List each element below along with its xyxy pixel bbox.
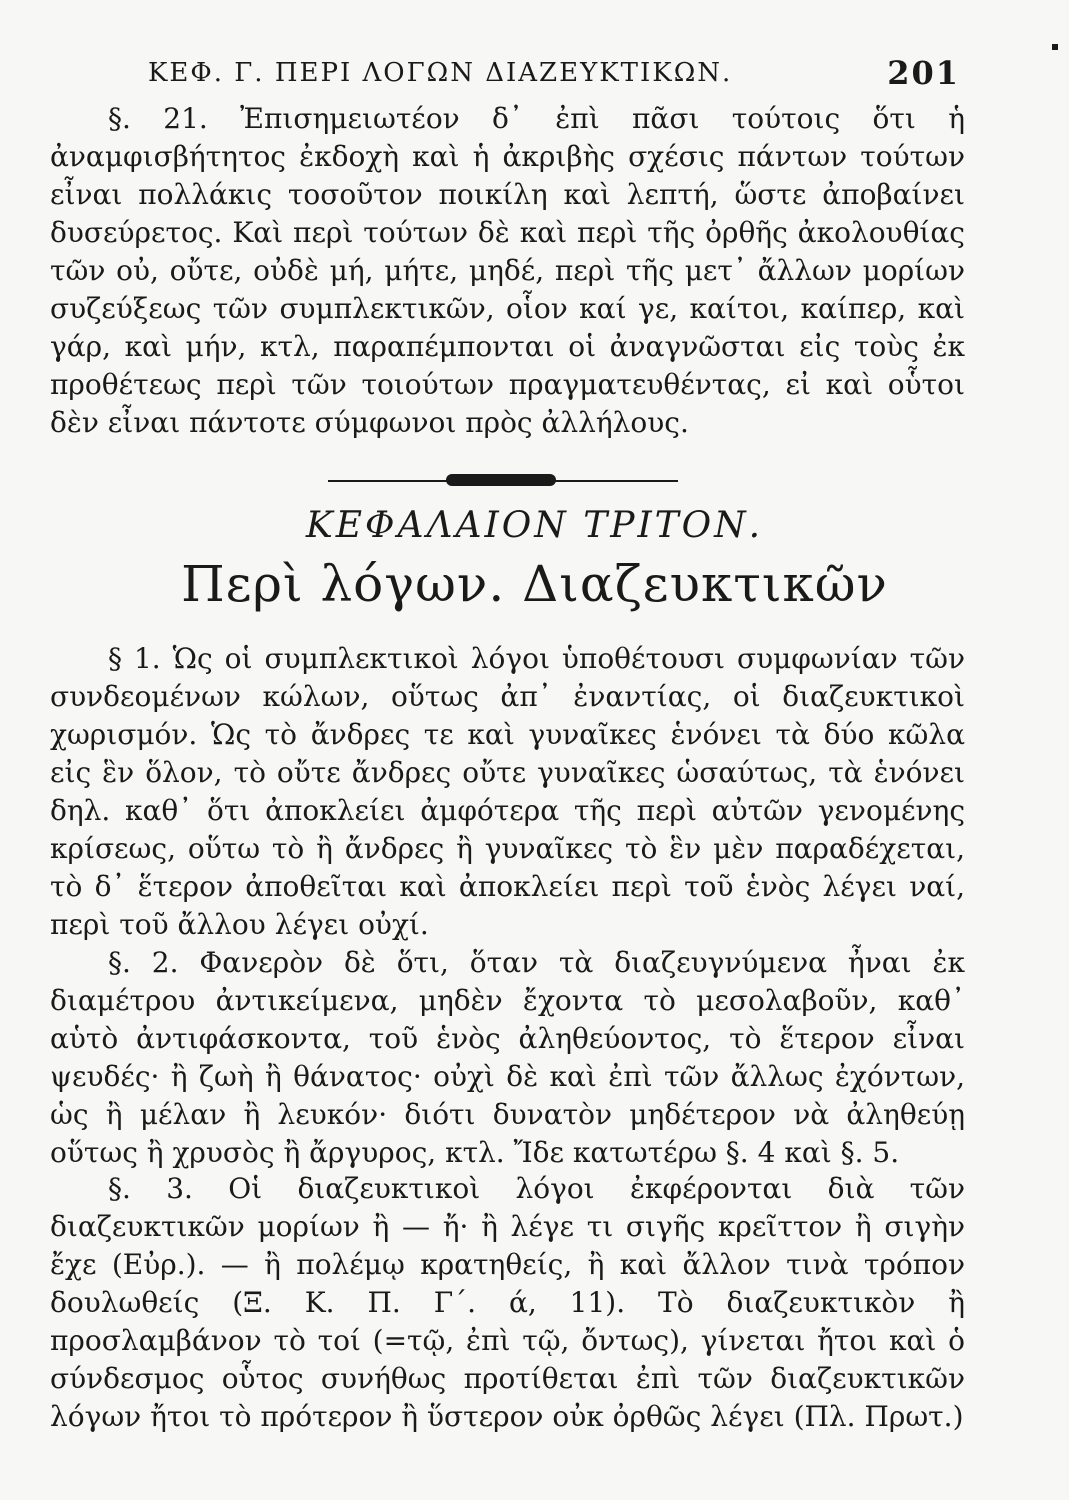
running-head-title: ΚΕΦ. Γ. ΠΕΡΙ ΛΟΓΩΝ ΔΙΑΖΕΥΚΤΙΚΩΝ. — [148, 58, 733, 88]
print-speck — [1052, 44, 1058, 50]
chapter-label: ΚΕΦΑΛΑΙΟΝ ΤΡΙΤΟΝ. — [305, 505, 764, 546]
rule-ornament — [446, 474, 556, 486]
section-3-text: §. 3. Οἱ διαζευκτικοὶ λόγοι ἐκφέρονται διὰ τῶν διαζευκτικῶν μορίων ἢ — ἤ· ἢ λέγε τι σιγῆς κρεῖττον ἢ σιγὴν ἔχε (Εὐρ.). — ἢ πολέμῳ κρατηθείς, ἢ καὶ ἄλλον τινὰ τρόπον δουλωθείς (Ξ. Κ. Π. Γ΄. ά, 11). Τὸ διαζευκτικὸν ἢ προσλαμβάνον τὸ τοί (=τῷ, ἐπὶ τῷ, ὄντως), γίνεται ἤτοι καὶ ὁ σύνδεσμος οὗτος συνήθως προτίθεται ἐπὶ τῶν διαζευκτικῶν λόγων ἤτοι τὸ πρότερον ἢ ὕστερον οὐκ ὀρθῶς λέγει (Πλ. Πρωτ.) — [50, 1172, 965, 1433]
section-21-text: §. 21. Ἐπισημειωτέον δ᾽ ἐπὶ πᾶσι τούτοις ὅτι ἡ ἀναμφισβήτητος ἐκδοχὴ καὶ ἡ ἀκριβὴς σχέσις πάντων τούτων εἶναι πολλάκις τοσοῦτον ποικίλη καὶ λεπτή, ὥστε ἀποβαίνει δυσεύρετος. Καὶ περὶ τούτων δὲ καὶ περὶ τῆς ὀρθῆς ἀκολουθίας τῶν οὐ, οὔτε, οὐδὲ μή, μήτε, μηδέ, περὶ τῆς μετ᾽ ἄλλων μορίων συζεύξεως τῶν συμπλεκτικῶν, οἷον καί γε, καίτοι, καίπερ, καὶ γάρ, καὶ μήν, κτλ, παραπέμπονται οἱ ἀναγνῶσται εἰς τοὺς ἐκ προθέτεως περὶ τῶν τοιούτων πραγματευθέντας, εἰ καὶ οὗτοι δὲν εἶναι πάντοτε σύμφωνοι πρὸς ἀλλήλους. — [50, 102, 965, 439]
section-1 — [50, 640, 965, 944]
chapter-title: Περὶ λόγων. Διαζευκτικῶν — [181, 555, 888, 613]
section-21 — [50, 100, 965, 460]
page-number: 201 — [887, 54, 960, 92]
ornamental-rule — [328, 474, 678, 488]
running-head — [148, 52, 968, 92]
section-2-text: §. 2. Φανερὸν δὲ ὅτι, ὅταν τὰ διαζευγνύμενα ἦναι ἐκ διαμέτρου ἀντικείμενα, μηδὲν ἔχοντα τὸ μεσολαβοῦν, καθ᾽ αὑτὸ ἀντιφάσκοντα, τοῦ ἑνὸς ἀληθεύοντος, τὸ ἕτερον εἶναι ψευδές· ἢ ζωὴ ἢ θάνατος· οὐχὶ δὲ καὶ ἐπὶ τῶν ἄλλως ἐχόντων, ὡς ἢ μέλαν ἢ λευκόν· διότι δυνατὸν μηδέτερον νὰ ἀληθεύῃ οὕτως ἢ χρυσὸς ἢ ἄργυρος, κτλ. Ἴδε κατωτέρω §. 4 καὶ §. 5. — [50, 946, 965, 1169]
section-3 — [50, 1170, 965, 1436]
section-1-text: § 1. Ὡς οἱ συμπλεκτικοὶ λόγοι ὑποθέτουσι συμφωνίαν τῶν συνδεομένων κώλων, οὕτως ἀπ᾽ ἐναντίας, οἱ διαζευκτικοὶ χωρισμόν. Ὡς τὸ ἄνδρες τε καὶ γυναῖκες ἑνόνει τὰ δύο κῶλα εἰς ἓν ὅλον, τὸ οὔτε ἄνδρες οὔτε γυναῖκες ὡσαύτως, τὰ ἑνόνει δηλ. καθ᾽ ὅτι ἀποκλείει ἀμφότερα τῆς περὶ αὐτῶν γενομένης κρίσεως, οὕτω τὸ ἢ ἄνδρες ἢ γυναῖκες τὸ ἓν μὲν παραδέχεται, τὸ δ᾽ ἕτερον ἀποθεῖται καὶ ἀποκλείει περὶ τοῦ ἑνὸς λέγει ναί, περὶ τοῦ ἄλλου λέγει οὐχί. — [50, 642, 965, 941]
section-2 — [50, 944, 965, 1172]
